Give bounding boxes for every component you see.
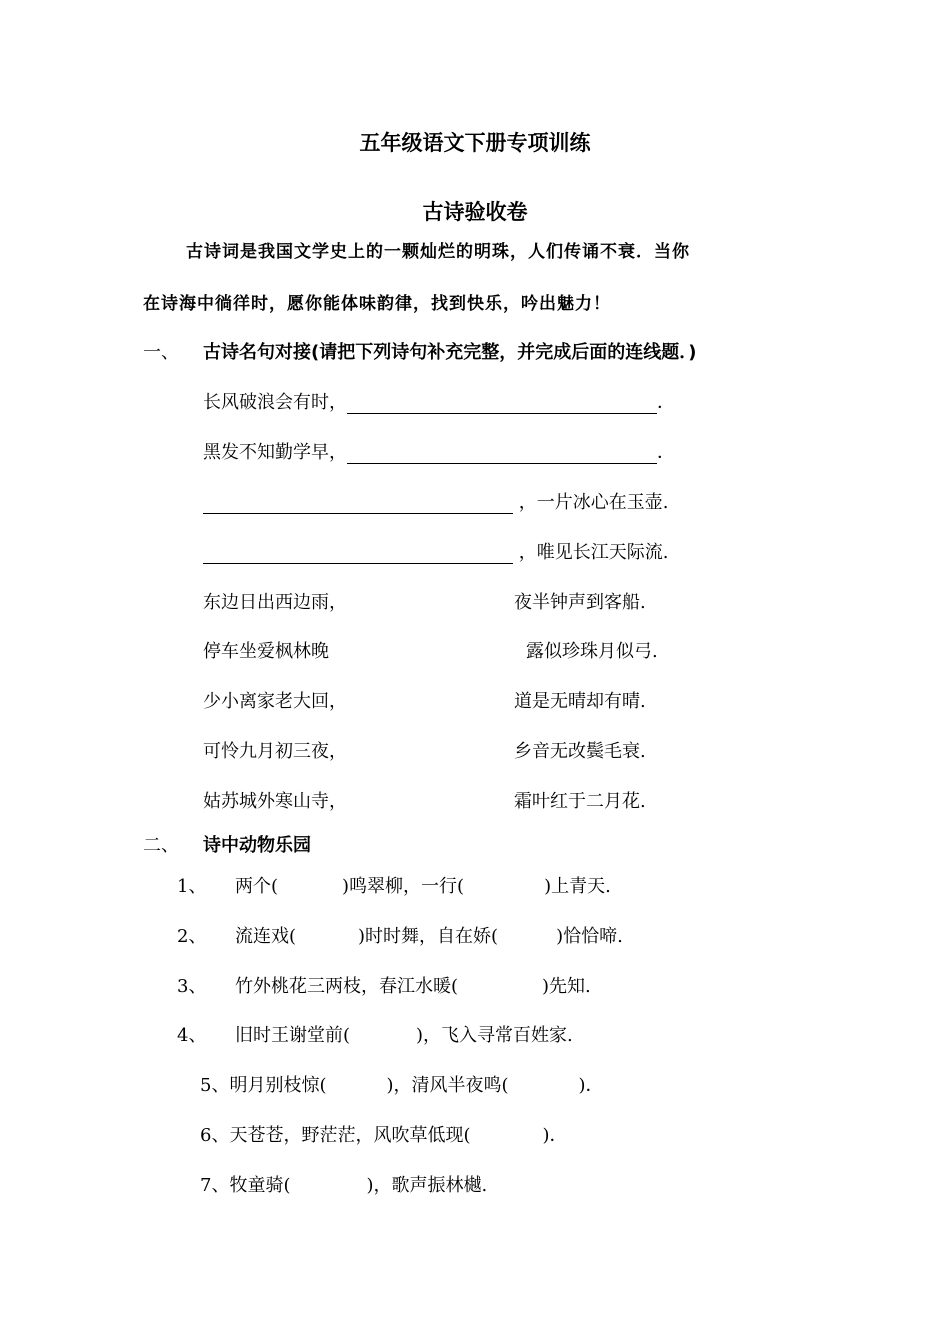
animal-question-7 <box>200 1171 487 1197</box>
match-left-2[interactable]: 停车坐爱枫林晚 <box>203 641 329 662</box>
fill-line-4 <box>203 538 668 564</box>
section-1-number: 一、 <box>143 342 179 363</box>
animal-question-5 <box>200 1071 604 1097</box>
question-number: 5、 <box>200 1075 230 1096</box>
match-left-3[interactable]: 少小离家老大回， <box>203 691 347 712</box>
match-left-4[interactable]: 可怜九月初三夜， <box>203 741 347 762</box>
match-right-3[interactable]: 道是无晴却有晴. <box>514 691 646 712</box>
intro-line-1: 古诗词是我国文学史上的一颗灿烂的明珠，人们传诵不衰．当你 <box>186 242 690 262</box>
question-text: )先知. <box>542 976 591 997</box>
question-text: )，歌声振林樾. <box>366 1175 488 1196</box>
question-text: )上青天. <box>544 876 611 897</box>
fill-line-end: ． <box>657 392 675 413</box>
page-subtitle: 古诗验收卷 <box>422 200 528 224</box>
question-number: 7、 <box>200 1175 230 1196</box>
match-right-5[interactable]: 霜叶红于二月花. <box>514 791 646 812</box>
question-text: )鸣翠柳，一行( <box>342 876 465 897</box>
question-text: )时时舞，自在娇( <box>358 926 499 947</box>
question-text: 流连戏( <box>235 926 297 947</box>
question-text: 明月别枝惊( <box>229 1075 327 1096</box>
animal-question-4 <box>177 1021 573 1047</box>
fill-line-end: ． <box>657 442 675 463</box>
fill-line-text: 黑发不知勤学早， <box>203 442 347 463</box>
animal-question-1 <box>177 872 611 898</box>
match-right-4[interactable]: 乡音无改鬓毛衰. <box>514 741 646 762</box>
section-1-title: 古诗名句对接(请把下列诗句补充完整，并完成后面的连线题．) <box>203 342 697 363</box>
question-text: 竹外桃花三两枝，春江水暖( <box>235 976 459 997</box>
question-text: )，飞入寻常百姓家. <box>416 1025 573 1046</box>
section-2-title: 诗中动物乐园 <box>203 835 311 856</box>
section-2-number: 二、 <box>143 835 179 856</box>
intro-line-2: 在诗海中徜徉时，愿你能体味韵律，找到快乐，吟出魅力！ <box>143 294 611 314</box>
fill-line-3 <box>203 488 668 514</box>
question-text: )． <box>578 1075 604 1096</box>
question-text: )． <box>542 1125 568 1146</box>
fill-line-end: ，一片冰心在玉壶. <box>518 492 669 513</box>
question-text: )恰恰啼. <box>556 926 623 947</box>
question-number: 4、 <box>177 1025 207 1046</box>
page-title: 五年级语文下册专项训练 <box>359 131 591 155</box>
fill-line-1 <box>203 388 675 414</box>
question-text: )，清风半夜鸣( <box>386 1075 509 1096</box>
fill-line-2 <box>203 438 675 464</box>
match-left-5[interactable]: 姑苏城外寒山寺， <box>203 791 347 812</box>
answer-blank[interactable] <box>203 495 513 514</box>
answer-blank[interactable] <box>347 395 657 414</box>
fill-line-text: 长风破浪会有时， <box>203 392 347 413</box>
question-text: 两个( <box>235 876 279 897</box>
match-right-2[interactable]: 露似珍珠月似弓. <box>526 641 658 662</box>
animal-question-3 <box>177 972 591 998</box>
animal-question-2 <box>177 922 623 948</box>
question-number: 2、 <box>177 926 207 947</box>
fill-line-end: ，唯见长江天际流. <box>518 542 669 563</box>
question-number: 6、 <box>200 1125 230 1146</box>
match-right-1[interactable]: 夜半钟声到客船. <box>514 592 646 613</box>
question-text: 天苍苍，野茫茫，风吹草低现( <box>229 1125 471 1146</box>
answer-blank[interactable] <box>203 545 513 564</box>
question-text: 旧时王谢堂前( <box>235 1025 351 1046</box>
answer-blank[interactable] <box>347 445 657 464</box>
question-text: 牧童骑( <box>229 1175 291 1196</box>
question-number: 3、 <box>177 976 207 997</box>
question-number: 1、 <box>177 876 207 897</box>
animal-question-6 <box>200 1121 568 1147</box>
match-left-1[interactable]: 东边日出西边雨， <box>203 592 347 613</box>
